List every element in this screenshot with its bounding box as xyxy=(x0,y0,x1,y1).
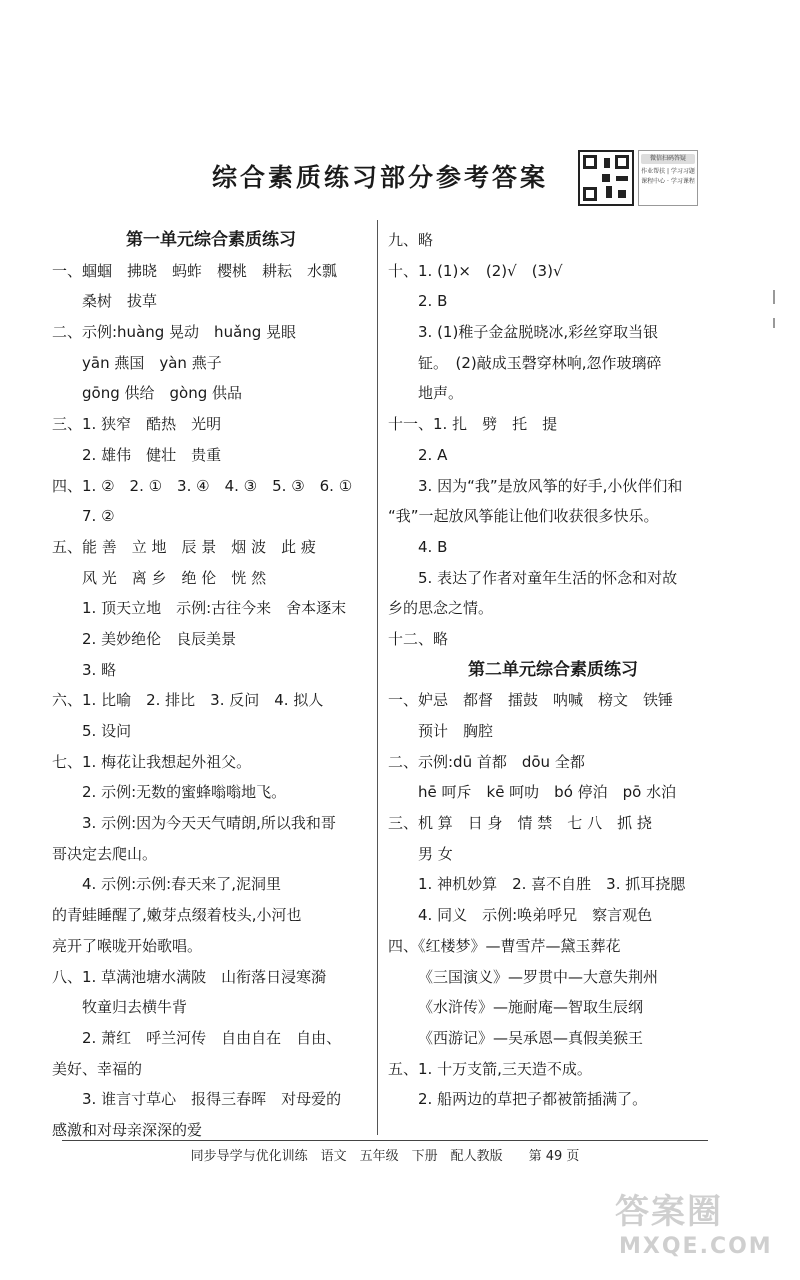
answer-line: 2. 船两边的草把子都被箭插满了。 xyxy=(418,1090,648,1109)
qr-finder-icon xyxy=(615,155,629,169)
answer-line: 感激和对母亲深深的爱 xyxy=(52,1120,203,1139)
answer-line: 3. 因为“我”是放风筝的好手,小伙伴们和 xyxy=(418,476,683,495)
answer-line: 三、1. 狭窄 酷热 光明 xyxy=(52,415,222,434)
column-divider xyxy=(377,220,378,1135)
qr-card-line: 微信扫码答疑 xyxy=(641,154,695,164)
answer-line: 亮开了喉咙开始歌唱。 xyxy=(52,936,203,955)
answer-line: 1. 顶天立地 示例:古往今来 舍本逐末 xyxy=(82,599,347,618)
watermark-logo-text: 答案圈 xyxy=(615,1192,723,1232)
answer-line: 美好、幸福的 xyxy=(52,1059,143,1078)
answer-line: 4. B xyxy=(418,537,448,556)
page-title: 综合素质练习部分参考答案 xyxy=(211,163,548,192)
unit-heading: 第二单元综合素质练习 xyxy=(468,659,638,680)
qr-finder-icon xyxy=(583,155,597,169)
answer-line: 七、1. 梅花让我想起外祖父。 xyxy=(52,752,252,771)
answer-line: 牧童归去横牛背 xyxy=(82,998,188,1017)
right-column xyxy=(388,225,718,1115)
answer-line: 2. 萧红 呼兰河传 自由自在 自由、 xyxy=(82,1028,342,1047)
answer-line: 7. ② xyxy=(82,507,115,526)
answer-line: 《水浒传》—施耐庵—智取生辰纲 xyxy=(418,998,644,1017)
answer-line: 男 女 xyxy=(418,844,453,863)
answer-line: yān 燕国 yàn 燕子 xyxy=(82,353,222,372)
answer-line: 5. 表达了作者对童年生活的怀念和对故 xyxy=(418,568,678,587)
scan-edge-mark xyxy=(773,318,775,328)
answer-line: 2. A xyxy=(418,445,448,464)
answer-line: 桑树 拔草 xyxy=(82,292,158,311)
answer-line: gōng 供给 gòng 供品 xyxy=(82,384,242,403)
answer-line: 四、1. ② 2. ① 3. ④ 4. ③ 5. ③ 6. ① xyxy=(52,476,353,495)
answer-line: 一、蝈蝈 拂晓 蚂蚱 樱桃 耕耘 水瓢 xyxy=(52,261,338,280)
answer-line: 《三国演义》—罗贯中—大意失荆州 xyxy=(418,967,659,986)
qr-code xyxy=(578,150,634,206)
qr-info-card xyxy=(638,150,698,206)
answer-line: 2. B xyxy=(418,292,448,311)
answer-line: 五、1. 十万支箭,三天造不成。 xyxy=(388,1059,592,1078)
answer-line: 4. 示例:示例:春天来了,泥洞里 xyxy=(82,875,281,894)
answer-line: 风 光 离 乡 绝 伦 恍 然 xyxy=(82,568,267,587)
answer-line: 五、能 善 立 地 辰 景 烟 波 此 疲 xyxy=(52,537,316,556)
answer-line: 三、机 算 日 身 情 禁 七 八 抓 挠 xyxy=(388,814,652,833)
answer-line: 乡的思念之情。 xyxy=(388,599,494,618)
answer-line: 预计 胸腔 xyxy=(418,722,494,740)
answer-line: 5. 设问 xyxy=(82,722,132,740)
answer-line: 2. 雄伟 健壮 贵重 xyxy=(82,445,222,464)
answer-line: 十二、略 xyxy=(388,629,449,648)
page-footer: 同步导学与优化训练 语文 五年级 下册 配人教版 第 49 页 xyxy=(190,1149,580,1164)
scan-edge-mark xyxy=(773,290,775,304)
answer-line: 十一、1. 扎 劈 托 提 xyxy=(388,415,558,434)
answer-line: 钲。 (2)敲成玉磬穿林响,忽作玻璃碎 xyxy=(418,353,662,372)
answer-line: 2. 示例:无数的蜜蜂嗡嗡地飞。 xyxy=(82,783,287,802)
qr-card-line: 作业帮扶 | 学习习题 xyxy=(641,168,695,175)
answer-line: “我”一起放风筝能让他们收获很多快乐。 xyxy=(388,507,659,526)
answer-line: 的青蛙睡醒了,嫩芽点缀着枝头,小河也 xyxy=(52,906,302,925)
answer-line: 3. 示例:因为今天天气晴朗,所以我和哥 xyxy=(82,814,336,833)
answer-line: 六、1. 比喻 2. 排比 3. 反问 4. 拟人 xyxy=(52,691,324,710)
answer-line: 十、1. (1)× (2)√ (3)√ xyxy=(388,261,563,280)
answer-line: 一、妒忌 都督 擂鼓 呐喊 榜文 铁锤 xyxy=(388,691,674,710)
answer-line: 3. 略 xyxy=(82,660,117,679)
answer-line: 地声。 xyxy=(418,384,464,403)
answer-line: 2. 美妙绝伦 良辰美景 xyxy=(82,629,237,648)
answer-line: 九、略 xyxy=(388,231,434,249)
answer-line: 3. (1)稚子金盆脱晓冰,彩丝穿取当银 xyxy=(418,323,659,342)
answer-line: 四、《红楼梦》—曹雪芹—黛玉葬花 xyxy=(388,936,621,955)
answer-line: 《西游记》—吴承恩—真假美猴王 xyxy=(418,1028,644,1047)
answer-line: 哥决定去爬山。 xyxy=(52,844,158,863)
footer-rule xyxy=(62,1140,708,1141)
answer-line: 八、1. 草满池塘水满陂 山衔落日浸寒漪 xyxy=(52,967,327,986)
unit-heading: 第一单元综合素质练习 xyxy=(126,230,296,250)
watermark xyxy=(615,1190,773,1270)
qr-card-line: 课程中心 · 学习课程 xyxy=(641,178,695,185)
answer-line: 二、示例:huàng 晃动 huǎng 晃眼 xyxy=(52,323,297,342)
watermark-url: MXQE.COM xyxy=(619,1234,773,1259)
qr-finder-icon xyxy=(583,187,597,201)
answer-line: 3. 谁言寸草心 报得三春晖 对母爱的 xyxy=(82,1090,342,1109)
answer-line: 二、示例:dū 首都 dōu 全都 xyxy=(388,752,585,771)
left-column xyxy=(52,225,370,1146)
answer-line: 4. 同义 示例:唤弟呼兄 察言观色 xyxy=(418,906,653,925)
answer-line: 1. 神机妙算 2. 喜不自胜 3. 抓耳挠腮 xyxy=(418,875,686,894)
answer-line: hē 呵斥 kē 呵叻 bó 停泊 pō 水泊 xyxy=(418,783,677,802)
